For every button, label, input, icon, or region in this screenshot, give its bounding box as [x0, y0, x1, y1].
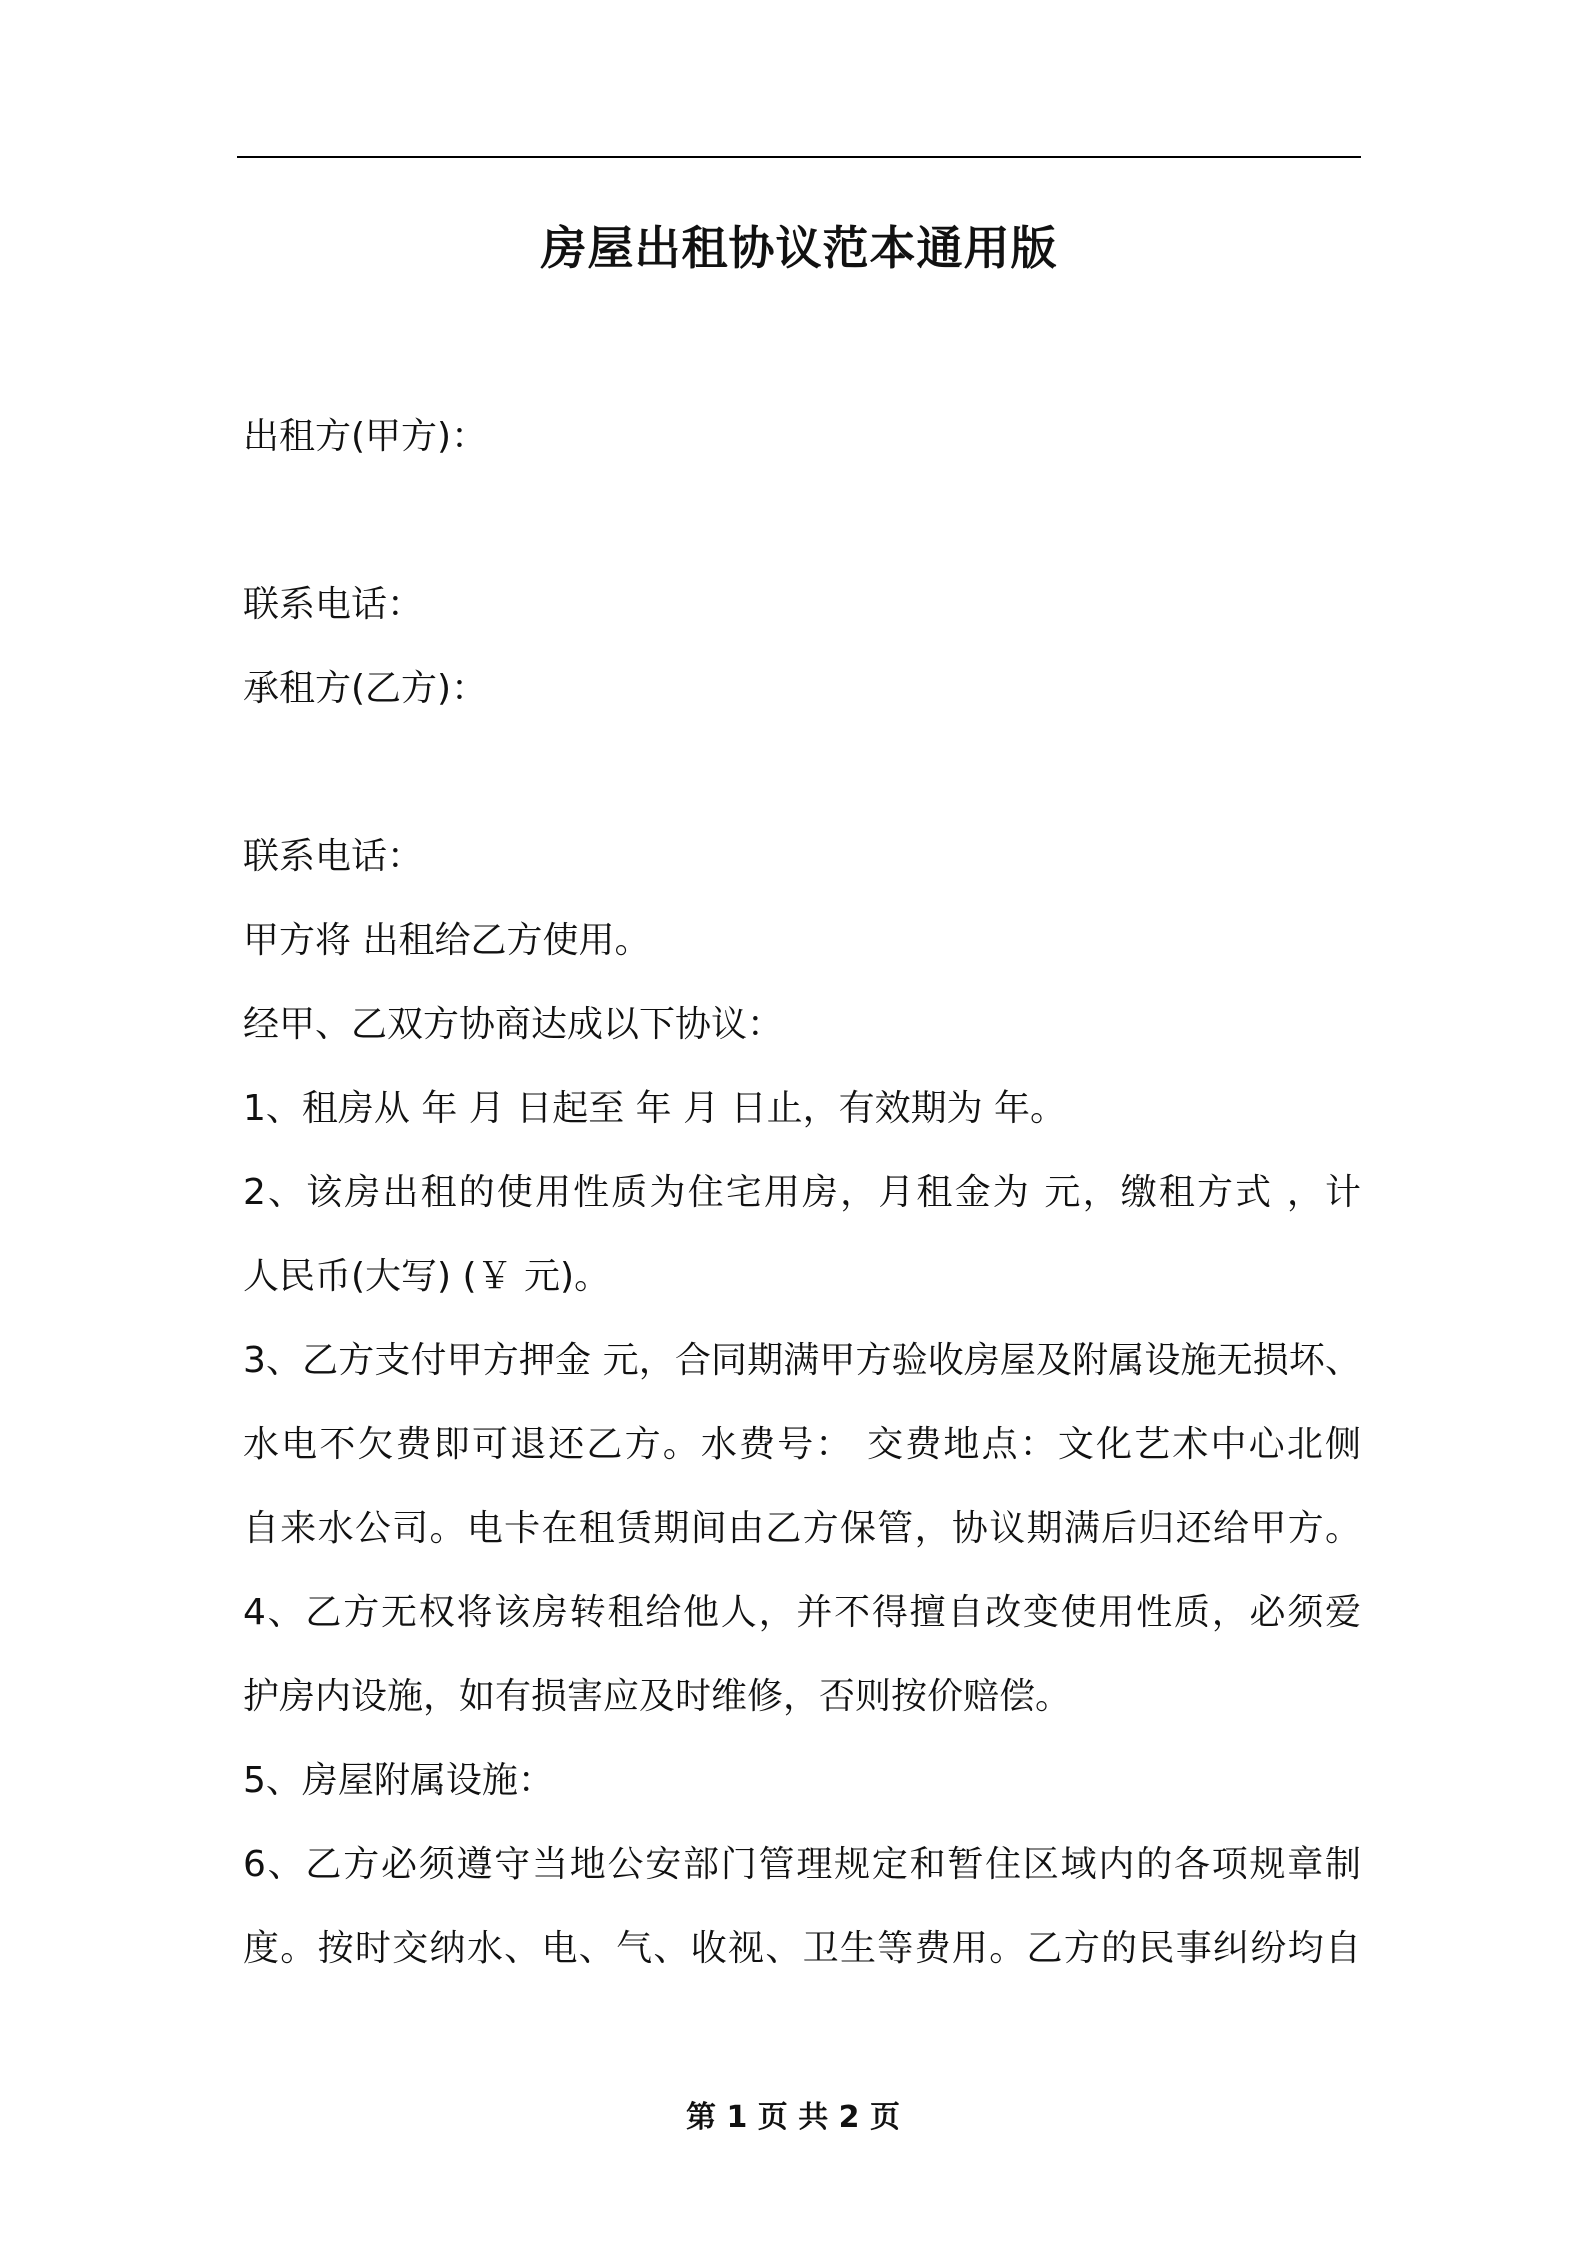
clause-4-line-2: 护房内设施，如有损害应及时维修，否则按价赔偿。 — [243, 1676, 1072, 1717]
clause-4-line-1: 4、乙方无权将该房转租给他人，并不得擅自改变使用性质，必须爱 — [243, 1592, 1361, 1633]
clause-5: 5、房屋附属设施： — [243, 1760, 554, 1801]
lessee-label: 承租方(乙方)： — [243, 668, 488, 709]
clause-2-line-2: 人民币(大写) (￥ 元)。 — [243, 1256, 611, 1297]
clause-2-line-1: 2、该房出租的使用性质为住宅用房，月租金为 元，缴租方式 ，计 — [243, 1172, 1361, 1213]
clause-3-line-2: 水电不欠费即可退还乙方。水费号： 交费地点：文化艺术中心北侧 — [243, 1424, 1361, 1465]
header-divider — [237, 156, 1361, 158]
agreement-intro-line: 甲方将 出租给乙方使用。 — [243, 920, 651, 961]
clause-6-line-2: 度。按时交纳水、电、气、收视、卫生等费用。乙方的民事纠纷均自 — [243, 1928, 1361, 1969]
clause-3-line-1: 3、乙方支付甲方押金 元，合同期满甲方验收房屋及附属设施无损坏、 — [243, 1340, 1361, 1381]
lessee-phone-label: 联系电话： — [243, 836, 424, 877]
clause-1: 1、租房从 年 月 日起至 年 月 日止，有效期为 年。 — [243, 1088, 1067, 1129]
clause-6-line-1: 6、乙方必须遵守当地公安部门管理规定和暂住区域内的各项规章制 — [243, 1844, 1361, 1885]
document-title: 房屋出租协议范本通用版 — [540, 221, 1058, 275]
page-number-footer: 第 1 页 共 2 页 — [686, 2100, 900, 2135]
agreement-preamble: 经甲、乙双方协商达成以下协议： — [243, 1004, 784, 1045]
clause-3-line-3: 自来水公司。电卡在租赁期间由乙方保管，协议期满后归还给甲方。 — [243, 1508, 1361, 1549]
lessor-label: 出租方(甲方)： — [243, 416, 488, 457]
lessor-phone-label: 联系电话： — [243, 584, 424, 625]
